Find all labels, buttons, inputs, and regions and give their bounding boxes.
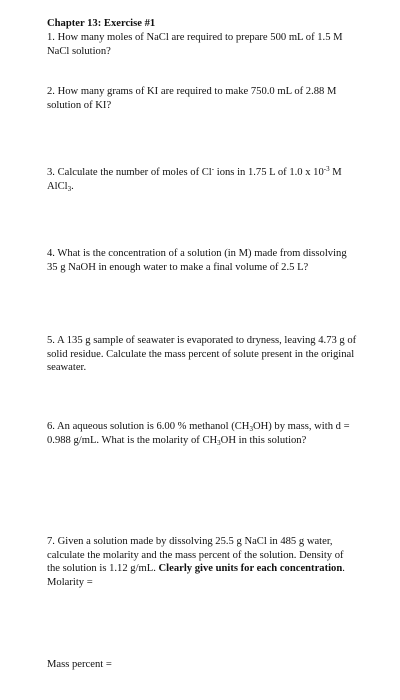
- question-6-text-c: OH in this solution?: [220, 434, 307, 446]
- molarity-label: Molarity =: [47, 576, 93, 588]
- question-1: 1. How many moles of NaCl are required to prepare 500 mL of 1.5 M NaCl solution?: [47, 32, 343, 57]
- question-3: [47, 166, 357, 193]
- question-7: [47, 535, 357, 589]
- page-title: Chapter 13: Exercise #1: [47, 18, 156, 29]
- mass-percent-label: Mass percent =: [47, 659, 112, 670]
- subscript-3: 3: [67, 184, 72, 193]
- question-6: [47, 420, 357, 447]
- question-7-period: .: [342, 563, 345, 575]
- question-3-text-b: ions in 1.75 L of 1.0 x 10: [214, 167, 324, 178]
- question-7-bold-instruction: Clearly give units for each concentration: [158, 563, 343, 575]
- subscript-3: 3: [249, 425, 253, 433]
- question-6-text-b: OH) by mass, with d = 0.988 g/mL. What is the molarity of CH: [47, 421, 350, 446]
- question-5: 5. A 135 g sample of seawater is evaporated to dryness, leaving 4.73 g of solid residue. Calculate the mass percent of solute present in the original seawater.: [47, 335, 357, 374]
- chloride-charge: -: [211, 165, 215, 173]
- question-7-text: 7. Given a solution made by dissolving 25.5 g NaCl in 485 g water, calculate the molarity and the mass percent of the solution. Density of the solution is 1.12 g/mL.: [47, 536, 344, 575]
- subscript-3: 3: [217, 438, 221, 447]
- question-3-text-d: .: [71, 180, 74, 192]
- exponent: -3: [323, 165, 330, 173]
- question-2: 2. How many grams of KI are required to make 750.0 mL of 2.88 M solution of KI?: [47, 86, 337, 111]
- question-4: 4. What is the concentration of a solution (in M) made from dissolving 35 g NaOH in enough water to make a final volume of 2.5 L?: [47, 248, 347, 273]
- question-6-text-a: 6. An aqueous solution is 6.00 % methanol (CH: [47, 421, 250, 432]
- question-3-text-c: M AlCl: [47, 167, 342, 192]
- question-3-text-a: 3. Calculate the number of moles of Cl: [47, 167, 212, 178]
